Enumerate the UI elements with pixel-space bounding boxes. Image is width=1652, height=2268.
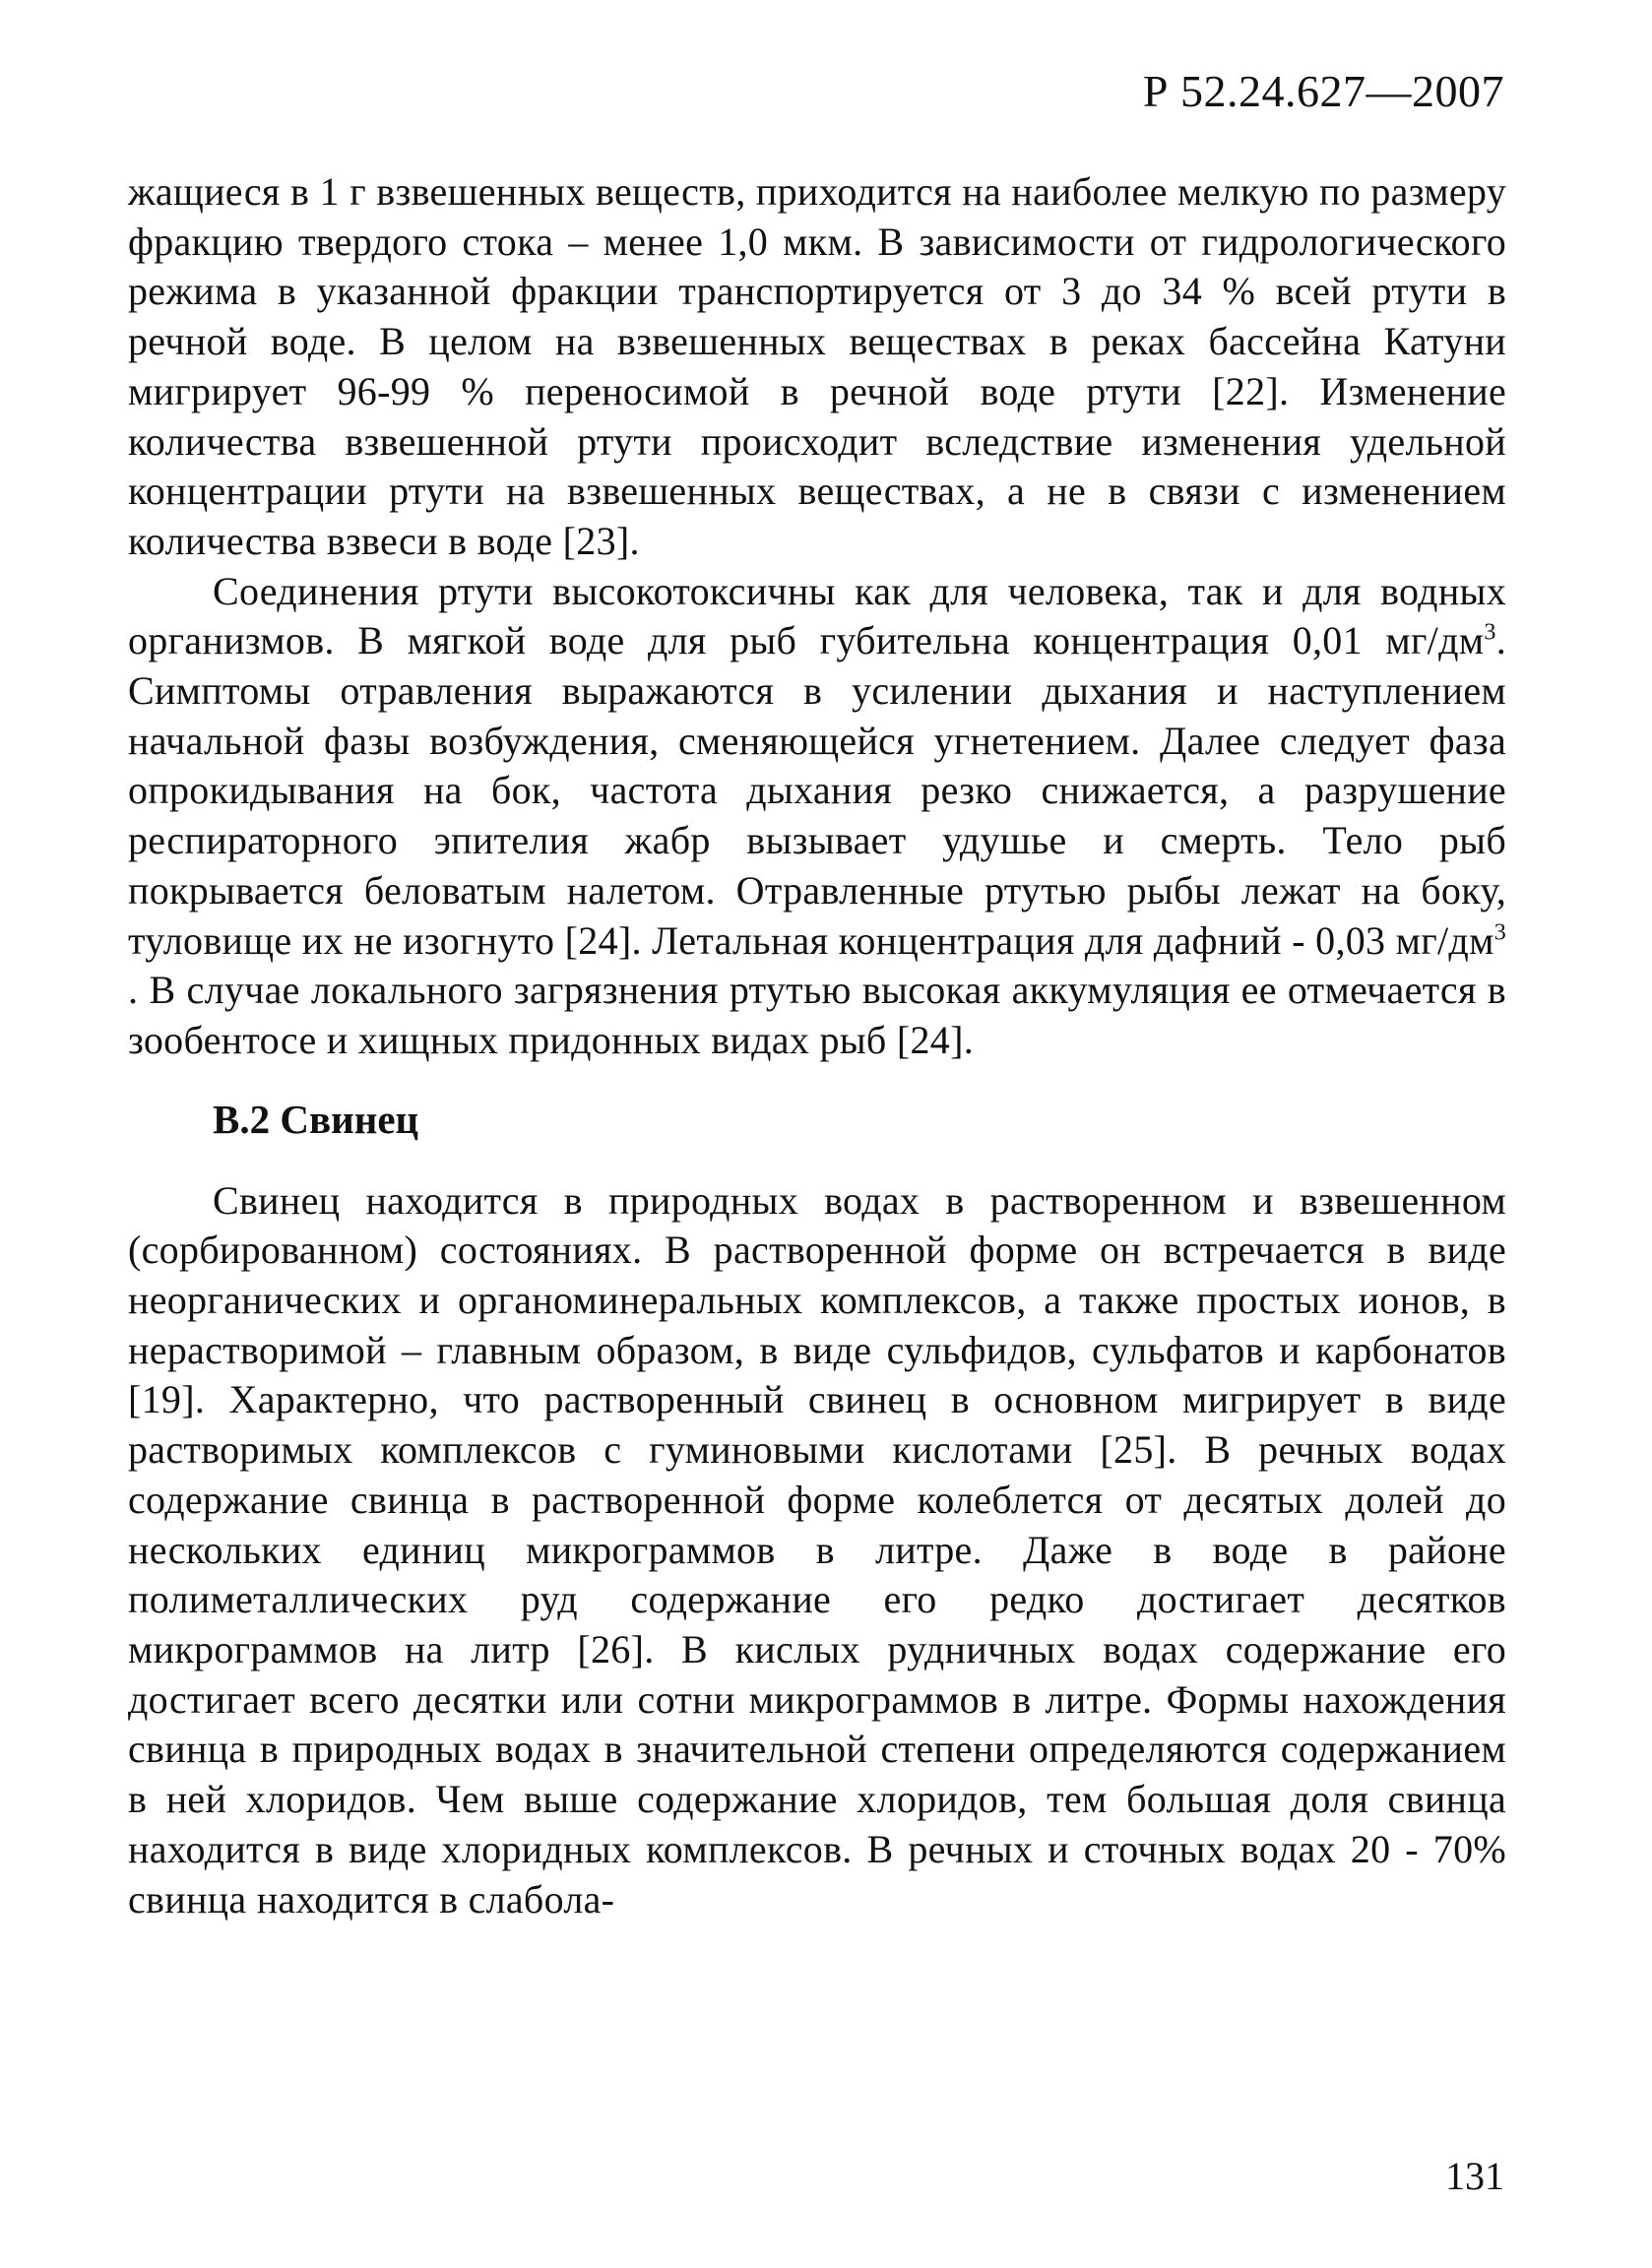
paragraph-text: Соединения ртути высокотоксичны как для человека, так и для водных организмов. В мягкой воде для рыб губительна концентрация 0,01 мг/дм bbox=[128, 568, 1506, 663]
paragraph-text: . Симптомы отравления выражаются в усилении дыхания и наступлением начальной фазы возбуждения, сменяющейся угнетением. Далее следует фаза опрокидывания на бок, частота дыхания резко снижается, а разрушение респираторного эпителия жабр вызывает удушье и смерть. Тело рыб покрывается беловатым налетом. Отравленные ртутью рыбы лежат на боку, туловище их не изогнуто [24]. Летальная концентрация для дафний - 0,03 мг/дм bbox=[128, 618, 1506, 963]
page-content bbox=[128, 167, 1506, 1924]
section-heading-lead: В.2 Свинец bbox=[213, 1096, 419, 1142]
paragraph-mercury-suspended: жащиеся в 1 г взвешенных веществ, приходится на наиболее мелкую по размеру фракцию твердого стока – менее 1,0 мкм. В зависимости от гидрологического режима в указанной фракции транспортируется от 3 до 34 % всей ртути в речной воде. В целом на взвешенных веществах в реках бассейна Катуни мигрирует 96-99 % переносимой в речной воде ртути [22]. Изменение количества взвешенной ртути происходит вследствие изменения удельной концентрации ртути на взвешенных веществах, а не в связи с изменением количества взвеси в воде [23]. bbox=[128, 169, 1506, 563]
document-code: Р 52.24.627—2007 bbox=[1142, 66, 1504, 116]
paragraph-lead-forms: Свинец находится в природных водах в растворенном и взвешенном (сорбированном) состояниях. В растворенной форме он встречается в виде неорганических и органоминеральных комплексов, а также простых ионов, в нерастворимой – главным образом, в виде сульфидов, сульфатов и карбонатов [19]. Характерно, что растворенный свинец в основном мигрирует в виде растворимых комплексов с гуминовыми кислотами [25]. В речных водах содержание свинца в растворенной форме колеблется от десятых долей до нескольких единиц микрограммов в литре. Даже в воде в районе полиметаллических руд содержание его редко достигает десятков микрограммов на литр [26]. В кислых рудничных водах содержание его достигает всего десятки или сотни микрограммов в литре. Формы нахождения свинца в природных водах в значительной степени определяются содержанием в ней хлоридов. Чем выше содержание хлоридов, тем большая доля свинца находится в виде хлоридных комплексов. В речных и сточных водах 20 - 70% свинца находится в слабола- bbox=[128, 1177, 1506, 1922]
superscript-cube: 3 bbox=[1493, 919, 1506, 946]
paragraph-mercury-toxicity bbox=[128, 567, 1506, 1066]
page-number: 131 bbox=[1445, 2154, 1504, 2198]
superscript-cube: 3 bbox=[1484, 620, 1496, 646]
paragraph-text: . В случае локального загрязнения ртутью высокая аккумуляция ее отмечается в зообентосе и хищных придонных видах рыб [24]. bbox=[128, 968, 1506, 1062]
